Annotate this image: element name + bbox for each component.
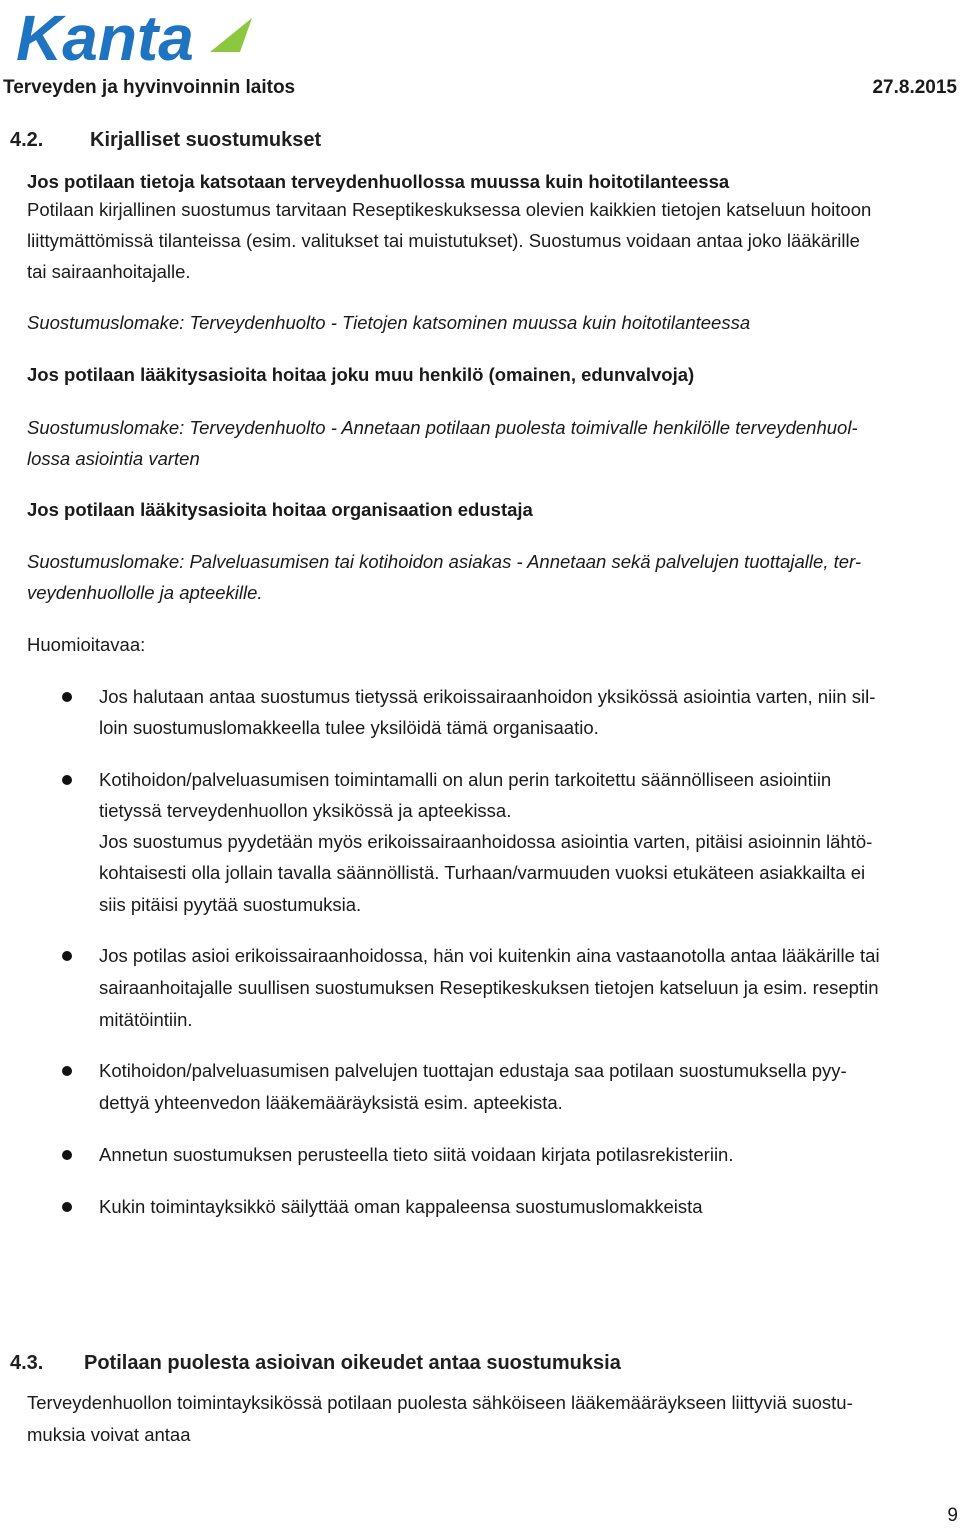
paragraph-line: muksia voivat antaa bbox=[27, 1424, 191, 1445]
bullet-line: Kotihoidon/palveluasumisen palvelujen tuottajan edustaja saa potilaan suostumuksella pyy- bbox=[99, 1060, 847, 1081]
consent-form-1: Suostumuslomake: Terveydenhuolto - Tietojen katsominen muussa kuin hoitotilanteessa bbox=[27, 312, 751, 333]
subheading-1: Jos potilaan tietoja katsotaan terveydenhuollossa muussa kuin hoitotilanteessa bbox=[27, 171, 730, 192]
bullet-line: Kotihoidon/palveluasumisen toimintamalli on alun perin tarkoitettu säännölliseen asiointiin bbox=[99, 769, 832, 790]
bullet-line: Kukin toimintayksikkö säilyttää oman kappaleensa suostumuslomakkeista bbox=[99, 1196, 703, 1217]
header-organization: Terveyden ja hyvinvoinnin laitos bbox=[3, 77, 296, 98]
section-title: Kirjalliset suostumukset bbox=[90, 129, 322, 151]
bullet-line: Annetun suostumuksen perusteella tieto siitä voidaan kirjata potilasrekisteriin. bbox=[99, 1144, 734, 1165]
paragraph-line: Terveydenhuollon toimintayksikössä potilaan puolesta sähköiseen lääkemääräykseen liittyviä suostu- bbox=[27, 1392, 853, 1413]
bullet-icon bbox=[62, 1150, 72, 1160]
bullet-icon bbox=[62, 951, 72, 961]
consent-form-2-line: Suostumuslomake: Terveydenhuolto - Annetaan potilaan puolesta toimivalle henkilölle terveydenhuol- bbox=[27, 417, 858, 438]
paragraph-line: tai sairaanhoitajalle. bbox=[27, 261, 191, 282]
consent-form-3-line: veydenhuollolle ja apteekille. bbox=[27, 582, 263, 603]
bullet-line: kohtaisesti olla jollain tavalla säännöllistä. Turhaan/varmuuden vuoksi etukäteen asiakkailta ei bbox=[99, 862, 866, 883]
paragraph-line: liittymättömissä tilanteissa (esim. valitukset tai muistutukset). Suostumus voidaan antaa joko lääkärille bbox=[27, 230, 860, 251]
consent-form-3-line: Suostumuslomake: Palveluasumisen tai kotihoidon asiakas - Annetaan sekä palvelujen tuottajalle, ter- bbox=[27, 551, 862, 572]
section-4-3-heading bbox=[10, 1352, 621, 1375]
section-number: 4.3. bbox=[10, 1352, 44, 1374]
paragraph-line: Potilaan kirjallinen suostumus tarvitaan Reseptikeskuksessa olevien kaikkien tietojen katseluun hoitoon bbox=[27, 199, 872, 220]
header-date: 27.8.2015 bbox=[872, 77, 957, 98]
consent-form-2-line: lossa asiointia varten bbox=[27, 448, 200, 469]
bullet-line: sairaanhoitajalle suullisen suostumuksen Reseptikeskuksen tietojen katseluun ja esim. reseptin bbox=[99, 977, 879, 998]
bullet-icon bbox=[62, 692, 72, 702]
section-number: 4.2. bbox=[10, 129, 44, 151]
page-number: 9 bbox=[947, 1505, 958, 1526]
logo-accent-shape bbox=[210, 18, 252, 52]
bullet-line: dettyä yhteenvedon lääkemääräyksistä esim. apteekista. bbox=[99, 1092, 563, 1113]
bullet-line: siis pitäisi pyytää suostumuksia. bbox=[99, 894, 362, 915]
section-4-2-heading bbox=[10, 129, 321, 152]
bullet-line: tietyssä terveydenhuollon yksikössä ja apteekissa. bbox=[99, 800, 512, 821]
bullet-line: Jos halutaan antaa suostumus tietyssä erikoissairaanhoidon yksikössä asiointia varten, niin sil- bbox=[99, 686, 876, 707]
bullet-line: Jos potilas asioi erikoissairaanhoidossa, hän voi kuitenkin aina vastaanotolla antaa lääkärille tai bbox=[99, 945, 880, 966]
bullet-icon bbox=[62, 775, 72, 785]
notes-label: Huomioitavaa: bbox=[27, 634, 146, 655]
bullet-icon bbox=[62, 1202, 72, 1212]
bullet-icon bbox=[62, 1066, 72, 1076]
kanta-logo-graphic bbox=[14, 2, 254, 68]
bullet-line: mitätöintiin. bbox=[99, 1009, 193, 1030]
bullet-line: Jos suostumus pyydetään myös erikoissairaanhoidossa asiointia varten, pitäisi asioinnin lähtö- bbox=[99, 831, 873, 852]
subheading-2: Jos potilaan lääkitysasioita hoitaa joku muu henkilö (omainen, edunvalvoja) bbox=[27, 364, 695, 385]
section-title: Potilaan puolesta asioivan oikeudet antaa suostumuksia bbox=[84, 1352, 621, 1374]
subheading-3: Jos potilaan lääkitysasioita hoitaa organisaation edustaja bbox=[27, 499, 533, 520]
bullet-line: loin suostumuslomakkeella tulee yksilöidä tämä organisaatio. bbox=[99, 717, 599, 738]
kanta-logo bbox=[14, 2, 254, 68]
logo-text: Kanta bbox=[16, 2, 194, 68]
